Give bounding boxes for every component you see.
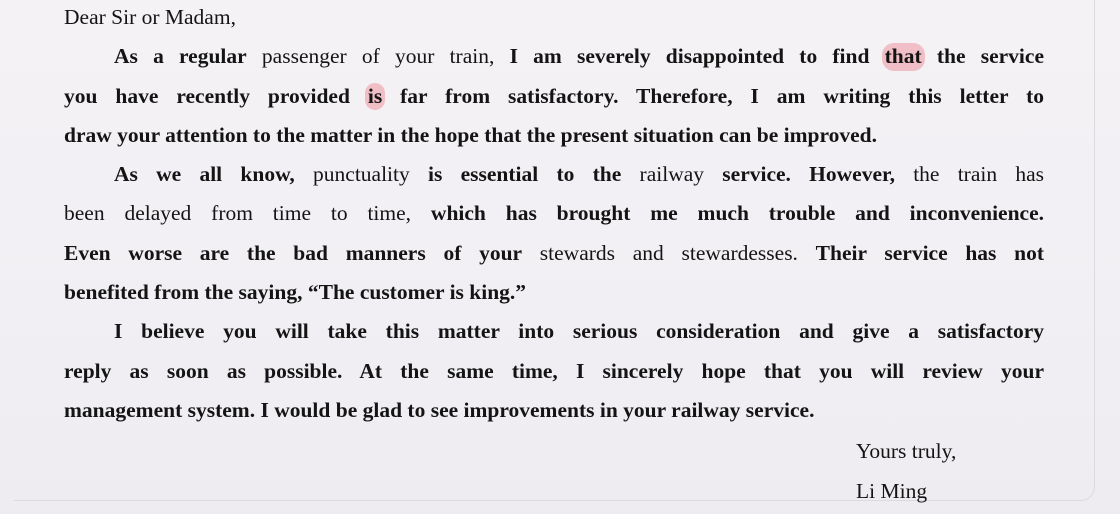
highlighted-word-that: that <box>885 37 922 76</box>
text-segment: the service <box>921 44 1044 69</box>
text-segment: I am severely disappointed to find <box>509 44 885 69</box>
closing <box>856 432 956 471</box>
paragraph-2-line-4 <box>64 273 1044 312</box>
text-segment: I believe you will take this matter into serious consideration and give a satisfactory <box>114 319 1044 344</box>
text-segment: draw your attention to the matter in the hope that the present situation can be improved. <box>64 122 878 147</box>
paragraph-1-line-2 <box>64 77 1044 116</box>
text-segment: As a regular <box>114 44 247 69</box>
signature <box>856 472 927 511</box>
text-segment: Their service has not <box>815 240 1045 265</box>
text-segment: stewards and stewardesses. <box>522 240 816 265</box>
text-segment: which has brought me much trouble and inconvenience. <box>430 201 1044 226</box>
text-segment: passenger of your train, <box>246 44 510 69</box>
text-segment: you have recently provided <box>64 83 368 108</box>
paragraph-1-line-3 <box>64 116 1044 155</box>
salutation <box>64 0 1044 37</box>
paragraph-2-line-3 <box>64 234 1044 273</box>
text-segment: far from satisfactory. Therefore, I am writing this letter to <box>382 83 1044 108</box>
paragraph-2-line-1 <box>64 155 1044 194</box>
salutation-text: Dear Sir or Madam, <box>64 5 236 29</box>
text-segment: is essential to the <box>428 162 622 187</box>
text-segment: benefited from the saying, “The customer is king.” <box>64 280 527 305</box>
text-segment: service. However, <box>722 162 895 187</box>
text-segment: punctuality <box>294 162 429 187</box>
paragraph-1-line-1 <box>64 37 1044 76</box>
paragraph-2-line-2 <box>64 194 1044 233</box>
text-segment: As we all know, <box>114 162 295 187</box>
paragraph-3-line-2 <box>64 352 1044 391</box>
highlighted-word-is: is <box>368 77 382 116</box>
signature-text: Li Ming <box>856 479 928 503</box>
paragraph-3-line-1 <box>64 312 1044 351</box>
text-segment: been delayed from time to time, <box>64 201 431 226</box>
closing-text: Yours truly, <box>856 439 957 463</box>
text-segment: Even worse are the bad manners of your <box>64 240 523 265</box>
text-segment: reply as soon as possible. At the same time, I sincerely hope that you will review your <box>64 358 1044 383</box>
text-segment: railway <box>621 162 723 187</box>
text-segment: the train has <box>894 162 1045 187</box>
paragraph-3-line-3 <box>64 391 1044 430</box>
letter-body <box>64 0 1044 430</box>
text-segment: management system. I would be glad to see improvements in your railway service. <box>64 397 815 422</box>
